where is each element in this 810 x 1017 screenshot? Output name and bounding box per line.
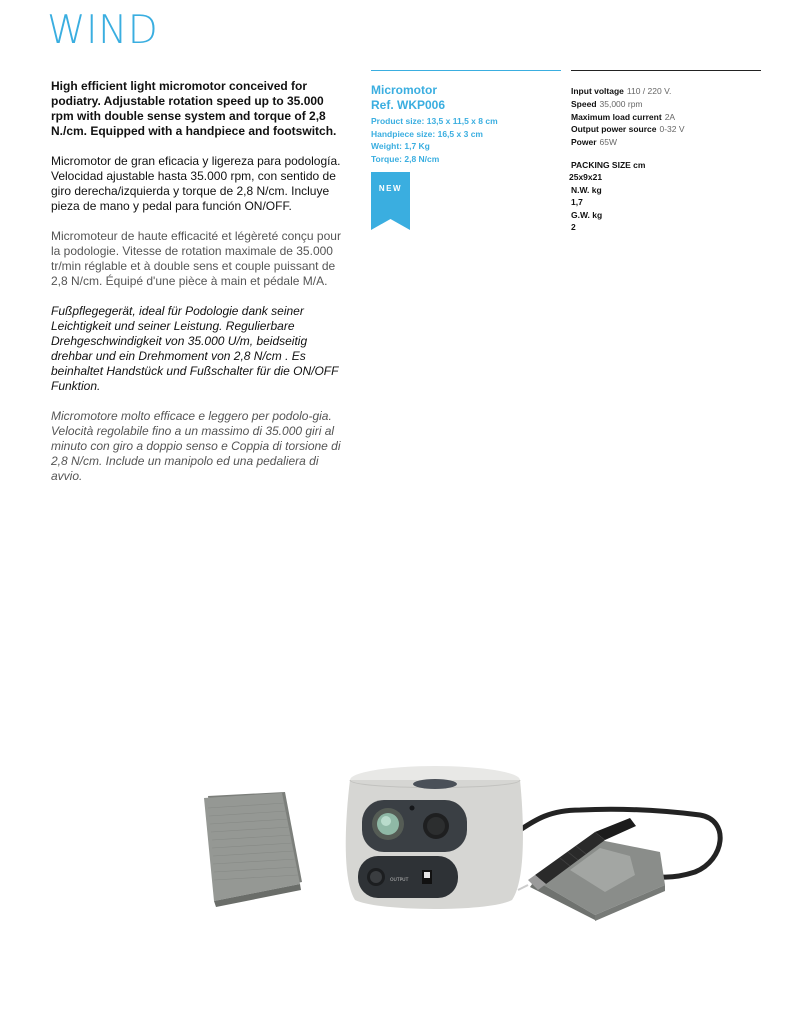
new-badge-label: NEW: [378, 184, 403, 193]
description-english: High efficient light micromotor conceived for podiatry. Adjustable rotation speed up to 35.000 rpm with double sense system and torque of 2,8 N./cm. Equipped with a handpiece and footswitch.: [51, 79, 337, 138]
spec-row: [571, 85, 761, 98]
spec-row: [571, 111, 761, 124]
spec-value: 110 / 220 V.: [626, 86, 672, 96]
spec-value: 65W: [599, 137, 617, 148]
spec-label: Speed: [571, 98, 597, 109]
description-french: Micromoteur de haute efficacité et légèreté conçu pour la podologie. Vitesse de rotation maximale de 35.000 tr/min réglable et à double sens et couple puissant de 2,8 N/cm. Équipé d'une pièce à main et pédale M/A.: [51, 229, 341, 288]
output-label: OUTPUT: [390, 878, 409, 883]
spec-value: 35,000 rpm: [599, 98, 643, 109]
spec-label: Input voltage: [571, 86, 624, 96]
packing-size: 25x9x21: [569, 172, 603, 183]
foot-pedal: [204, 792, 302, 907]
description-italian: Micromotore molto efficace e leggero per podolo-gia. Velocità regolabile fino a un massimo di 35.000 giri al minuto con giro a doppio senso e Coppia di torsione di 2,8 N/cm. Include un manipolo ed una pedaliera di avvio.: [51, 409, 341, 483]
description-column: [51, 79, 343, 499]
product-spec-torque: Torque: 2,8 N/cm: [371, 153, 440, 164]
gross-weight-label: G.W. kg: [571, 209, 603, 220]
product-photo: [190, 760, 730, 935]
technical-specs: [571, 70, 761, 234]
product-info: [371, 70, 561, 165]
spec-value: 2A: [664, 111, 676, 122]
product-ref: Ref. WKP006: [371, 98, 446, 112]
net-weight-value: 1,7: [571, 197, 583, 208]
product-name: Micromotor: [371, 83, 437, 97]
product-spec-weight: Weight: 1,7 Kg: [371, 141, 430, 151]
spec-row: [571, 98, 761, 111]
packing-info: [571, 159, 761, 234]
page-title: WIND: [47, 8, 159, 53]
packing-title: PACKING SIZE cm: [571, 159, 646, 170]
new-badge: [371, 172, 410, 230]
spec-label: Maximum load current: [571, 111, 662, 122]
product-spec-handpiece: Handpiece size: 16,5 x 3 cm: [371, 128, 483, 139]
spec-value: 0-32 V: [659, 124, 685, 135]
spec-row: [571, 136, 761, 149]
product-spec-size: Product size: 13,5 x 11,5 x 8 cm: [371, 116, 498, 126]
spec-row: [571, 123, 761, 136]
spec-label: Output power source: [571, 124, 657, 135]
spec-label: Power: [571, 137, 597, 148]
description-german: Fußpflegegerät, ideal für Podologie dank seiner Leichtigkeit und seiner Leistung. Regulierbare Drehgeschwindigkeit von 35.000 U/m, beidseitig drehbar und ein Drehmoment von 2,8 N/cm . Es beinhaltet Handstück und Fußschalter für die ON/OFF Funktion.: [51, 304, 339, 393]
control-unit: [346, 766, 523, 909]
description-spanish: Micromotor de gran eficacia y ligereza para podología. Velocidad ajustable hasta 35.000 rpm, con sentido de giro derecha/izquierda y torque de 2,8 N/cm. Incluye pieza de mano y pedal para función ON/OFF.: [51, 154, 341, 213]
ribbon-icon: [371, 172, 410, 230]
gross-weight-value: 2: [571, 222, 576, 233]
net-weight-label: N.W. kg: [571, 184, 602, 195]
